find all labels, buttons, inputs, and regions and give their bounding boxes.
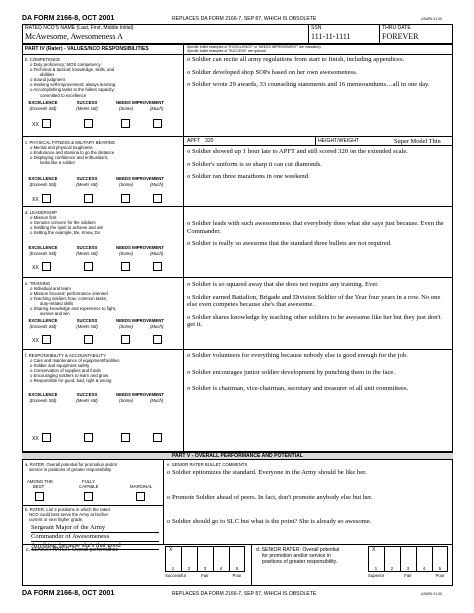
section-f-title: f. RESPONSIBILITY & ACCOUNTABILITY <box>25 353 106 358</box>
sr-potential-scale: X 1 2 3 4 5 Superior Fair Poor <box>368 546 448 580</box>
section-f-some-box[interactable] <box>121 433 130 442</box>
section-c-much-box[interactable] <box>153 194 162 203</box>
apft-value[interactable]: 320 <box>205 138 214 144</box>
section-d-excellence-box[interactable] <box>42 262 51 271</box>
section-c-title: c. PHYSICAL FITNESS & MILITARY BEARING <box>25 140 116 145</box>
section-f-bullets: o Care and maintenance of equipment/facilities o Soldier and equipment safety o Conservation of supplies and funds o Encouraging soldiers to learn and grow o Responsible for good, bad, right & wrong <box>30 358 120 384</box>
replaces-note: REPLACES DA FORM 2166-7, SEP 87, WHICH IS OBSOLETE <box>172 16 317 22</box>
fully-capable-box[interactable] <box>84 492 93 501</box>
section-b-success-box[interactable] <box>84 119 93 128</box>
form-title: DA FORM 2166-8, OCT 2001 <box>22 15 115 22</box>
section-f-excellence-box[interactable] <box>42 433 51 442</box>
part4-title: PART IV (Rater) - VALUES/NCO RESPONSIBILITIES <box>25 46 149 52</box>
marginal-box[interactable] <box>136 492 145 501</box>
section-c-bullets: o Mental and physical toughness o Endurance and stamina to go the distance o Displaying confidence and enthusiasm; looks like a soldier <box>30 145 115 166</box>
thru-date-value[interactable]: FOREVER <box>382 32 419 41</box>
position-3: Anything, because she's that good <box>31 542 159 551</box>
section-b-comments[interactable]: o Soldier can recite all army regulations from start to finish, including appendices. o Soldier developed shop SOPs based on her own awesomeness. o Soldier wrote 29 awards, 33 counseling statements and 16 memorandums…all in one day. <box>187 56 430 89</box>
footer-form-title: DA FORM 2166-8, OCT 2001 <box>22 590 115 597</box>
among-best-box[interactable] <box>35 492 44 501</box>
section-b-much-box[interactable] <box>153 119 162 128</box>
height-weight-value[interactable]: Super Model Thin <box>394 138 441 145</box>
part4-note-optional: Specific bullet examples of "SUCCESS" are optional. <box>187 49 267 53</box>
section-d-success-box[interactable] <box>84 262 93 271</box>
sr-comments-title: e. SENIOR RATER BULLET COMMENTS <box>167 462 248 467</box>
section-c-excellence-box[interactable] <box>42 194 51 203</box>
ssn-value[interactable]: 111-11-1111 <box>311 32 351 41</box>
section-f-comments[interactable]: o Soldier volunteers for everything because nobody else is good enough for the job. o Soldier encourages junior soldier development by punching them in the face. o Soldier is chairman, vice-chairman, secretary and treasurer of all unit committees. <box>187 352 409 393</box>
thru-date-label: THRU DATE <box>382 25 411 31</box>
section-f-much-box[interactable] <box>153 433 162 442</box>
footer-replaces-note: REPLACES DA FORM 2166-7, SEP 87, WHICH IS OBSOLETE <box>172 591 317 597</box>
sr-performance-title: c. SENIOR RATER. Overall performance <box>26 547 119 553</box>
sr-performance-mark: X <box>169 547 173 553</box>
section-d-bullets: o Mission first o Genuine concern for the soldiers o Instilling the spirit to achieve and win o Setting the example; Be, Know, Do <box>30 215 104 236</box>
section-e-excellence-box[interactable] <box>42 335 51 344</box>
apft-label: APFT <box>187 138 201 144</box>
section-d-some-box[interactable] <box>121 262 130 271</box>
part4-note-mandatory: Specific bullet examples of "EXCELLENCE" or "NEEDS IMPROVEMENT" are mandatory. <box>187 45 322 49</box>
section-b-some-box[interactable] <box>121 119 130 128</box>
section-d-comments[interactable]: o Soldier leads with such awesomeness that everybody does what she says just because. Even the Commander. o Soldier is really so awesome that the standard three bullets are not required. <box>187 220 444 248</box>
sr-comments[interactable]: o Soldier epitomizes the standard. Everyone in the Army should be like her. o Promote Soldier ahead of peers. In fact, don't promote anybody else but her. o Soldier should go to SLC but what is the point? She is already so awesome. <box>167 469 373 526</box>
section-c-success-box[interactable] <box>84 194 93 203</box>
sr-potential-title: d. SENIOR RATER. Overall potential <box>256 547 340 553</box>
section-b-title: b. COMPETENCE <box>25 57 61 62</box>
section-e-title: e. TRAINING <box>25 281 51 286</box>
section-e-comments[interactable]: o Soldier is so squared away that she does not require any training. Ever. o Soldier earned Battalion, Brigade and Division Soldier of the Year four years in a row. No one else even competes because she's that awesome. o Soldier shares knowledge by teaching other soldiers to be awesome like her but they just don't get it. <box>187 281 441 329</box>
section-e-some-box[interactable] <box>121 335 130 344</box>
name-label: RATED NCO'S NAME (Last, First, Middle Initial) <box>25 25 134 31</box>
section-d-title: d. LEADERSHIP <box>25 210 58 215</box>
sr-performance-scale: X 1 2 3 4 5 Successful Fair Poor <box>165 546 245 580</box>
sr-potential-mark: X <box>372 547 376 553</box>
section-b-excellence-box[interactable] <box>42 119 51 128</box>
name-value[interactable]: McAwesome, Awesomeness A <box>25 32 123 41</box>
section-f-success-box[interactable] <box>84 433 93 442</box>
part5-title: PART V - OVERALL PERFORMANCE AND POTENTIAL <box>172 453 303 459</box>
section-e-success-box[interactable] <box>84 335 93 344</box>
section-c-comments[interactable]: o Soldier showed up 1 hour late to APFT and still scored 320 on the extended scale. o Soldier's uniform is so sharp it can cut diamonds. o Soldier ran three marathons in one weekend. <box>187 148 408 181</box>
section-e-much-box[interactable] <box>153 335 162 344</box>
version-label: USAPA V1.00 <box>421 17 442 21</box>
footer-version: USAPA V1.00 <box>421 592 442 596</box>
section-c-some-box[interactable] <box>121 194 130 203</box>
position-1: Sergeant Major of the Army <box>31 524 159 533</box>
position-2: Commander of Awesomeness <box>31 533 159 542</box>
section-d-much-box[interactable] <box>153 262 162 271</box>
section-e-bullets: o Individual and team o Mission focused; performance oriented o Teaching soldiers how; common tasks, duty-related skills o Sharing knowledge and experience to fight, survive and win <box>30 286 116 317</box>
height-weight-label: HEIGHT/WEIGHT <box>318 138 360 144</box>
ssn-label: SSN <box>311 25 322 31</box>
part4-column-divider <box>183 44 184 452</box>
section-b-bullets: o Duty proficiency; MOS competency o Technical & tactical; knowledge, skills, and abilities o Sound judgment o Seeking self-improvement; always learning o Accomplishing tasks to the fullest capacity; committed to excellence <box>30 62 116 98</box>
